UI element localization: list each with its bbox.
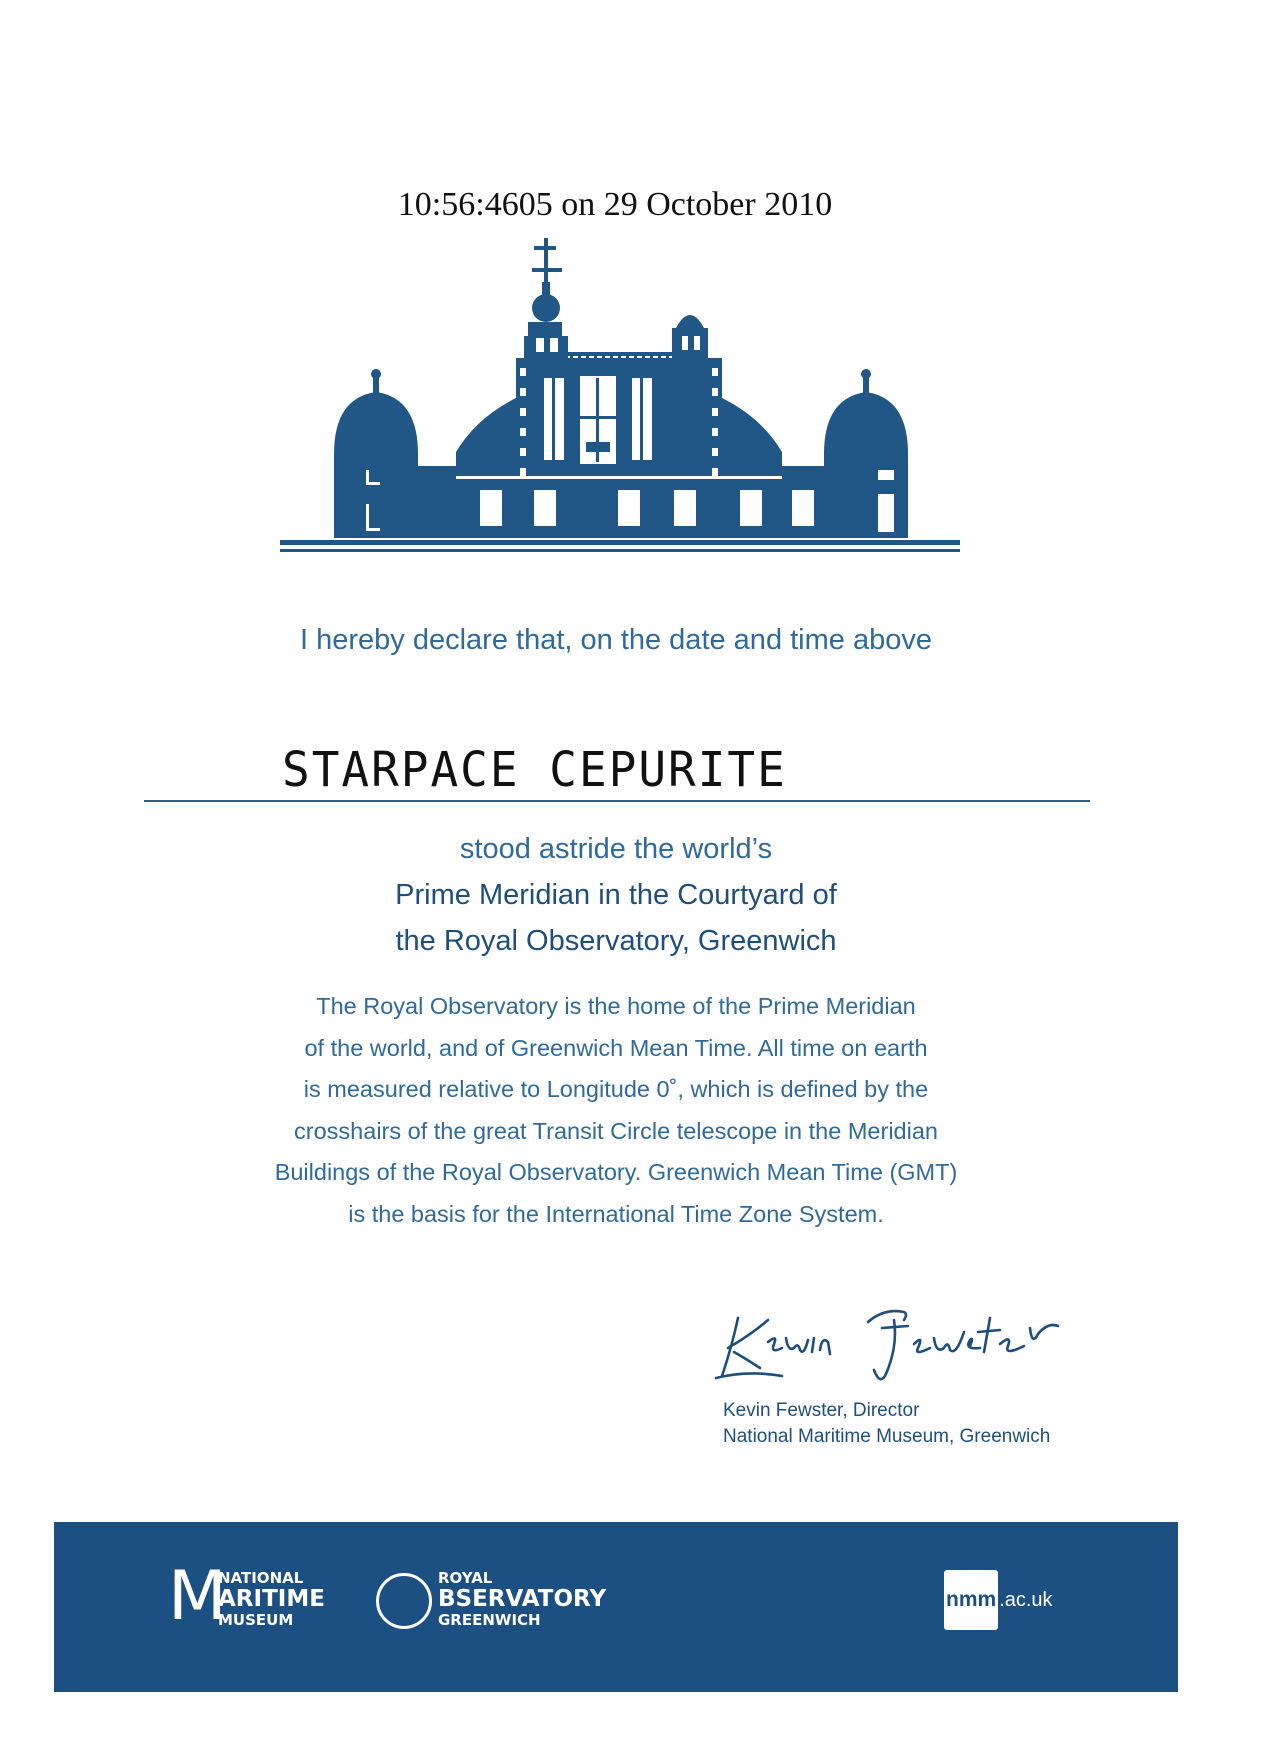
royal-observatory-building-icon — [280, 238, 960, 558]
rog-logo-line-3: GREENWICH — [438, 1611, 541, 1629]
signature-icon — [708, 1298, 1088, 1398]
statement-line-3: the Royal Observatory, Greenwich — [395, 925, 837, 957]
timestamp: 10:56:4605 on 29 October 2010 — [397, 186, 833, 223]
declaration-text: I hereby declare that, on the date and time above — [300, 624, 932, 656]
statement-line-1: stood astride the world’s — [459, 833, 773, 865]
recipient-name: STARPACE CEPURITE — [282, 740, 787, 798]
statement-block — [0, 826, 1232, 964]
rog-logo-line-2: BSERVATORY — [438, 1586, 607, 1612]
body-line: of the world, and of Greenwich Mean Time. All time on earth — [304, 1034, 928, 1061]
body-line: is the basis for the International Time Zone System. — [348, 1200, 884, 1227]
body-line: Buildings of the Royal Observatory. Greenwich Mean Time (GMT) — [274, 1159, 958, 1185]
body-paragraph — [190, 986, 1042, 1235]
rog-logo-ring-icon — [376, 1573, 432, 1629]
name-underline — [144, 800, 1090, 802]
rog-logo-line-1: ROYAL — [438, 1569, 493, 1587]
statement-line-2: Prime Meridian in the Courtyard of — [395, 879, 837, 911]
body-line: The Royal Observatory is the home of the Prime Meridian — [316, 993, 916, 1019]
rog-logo-text — [438, 1569, 606, 1629]
nmm-logo-text — [218, 1569, 325, 1629]
signatory-name-title: Kevin Fewster, Director — [723, 1400, 920, 1421]
footer-band — [54, 1522, 1178, 1692]
body-line: crosshairs of the great Transit Circle telescope in the Meridian — [294, 1117, 938, 1144]
nmm-logo-line-3: MUSEUM — [218, 1611, 294, 1629]
web-logo-box: nmm — [944, 1570, 998, 1630]
web-logo-domain: .ac.uk — [999, 1588, 1053, 1611]
body-line: is measured relative to Longitude 0˚, which is defined by the — [303, 1076, 929, 1102]
nmm-logo-line-2: ARITIME — [218, 1586, 325, 1612]
nmm-logo-initial: M — [168, 1557, 227, 1636]
nmm-website-logo — [944, 1570, 1053, 1630]
nmm-logo-line-1: NATIONAL — [218, 1569, 304, 1587]
signatory-organisation: National Maritime Museum, Greenwich — [723, 1426, 1051, 1447]
signatory-caption — [723, 1398, 1123, 1450]
